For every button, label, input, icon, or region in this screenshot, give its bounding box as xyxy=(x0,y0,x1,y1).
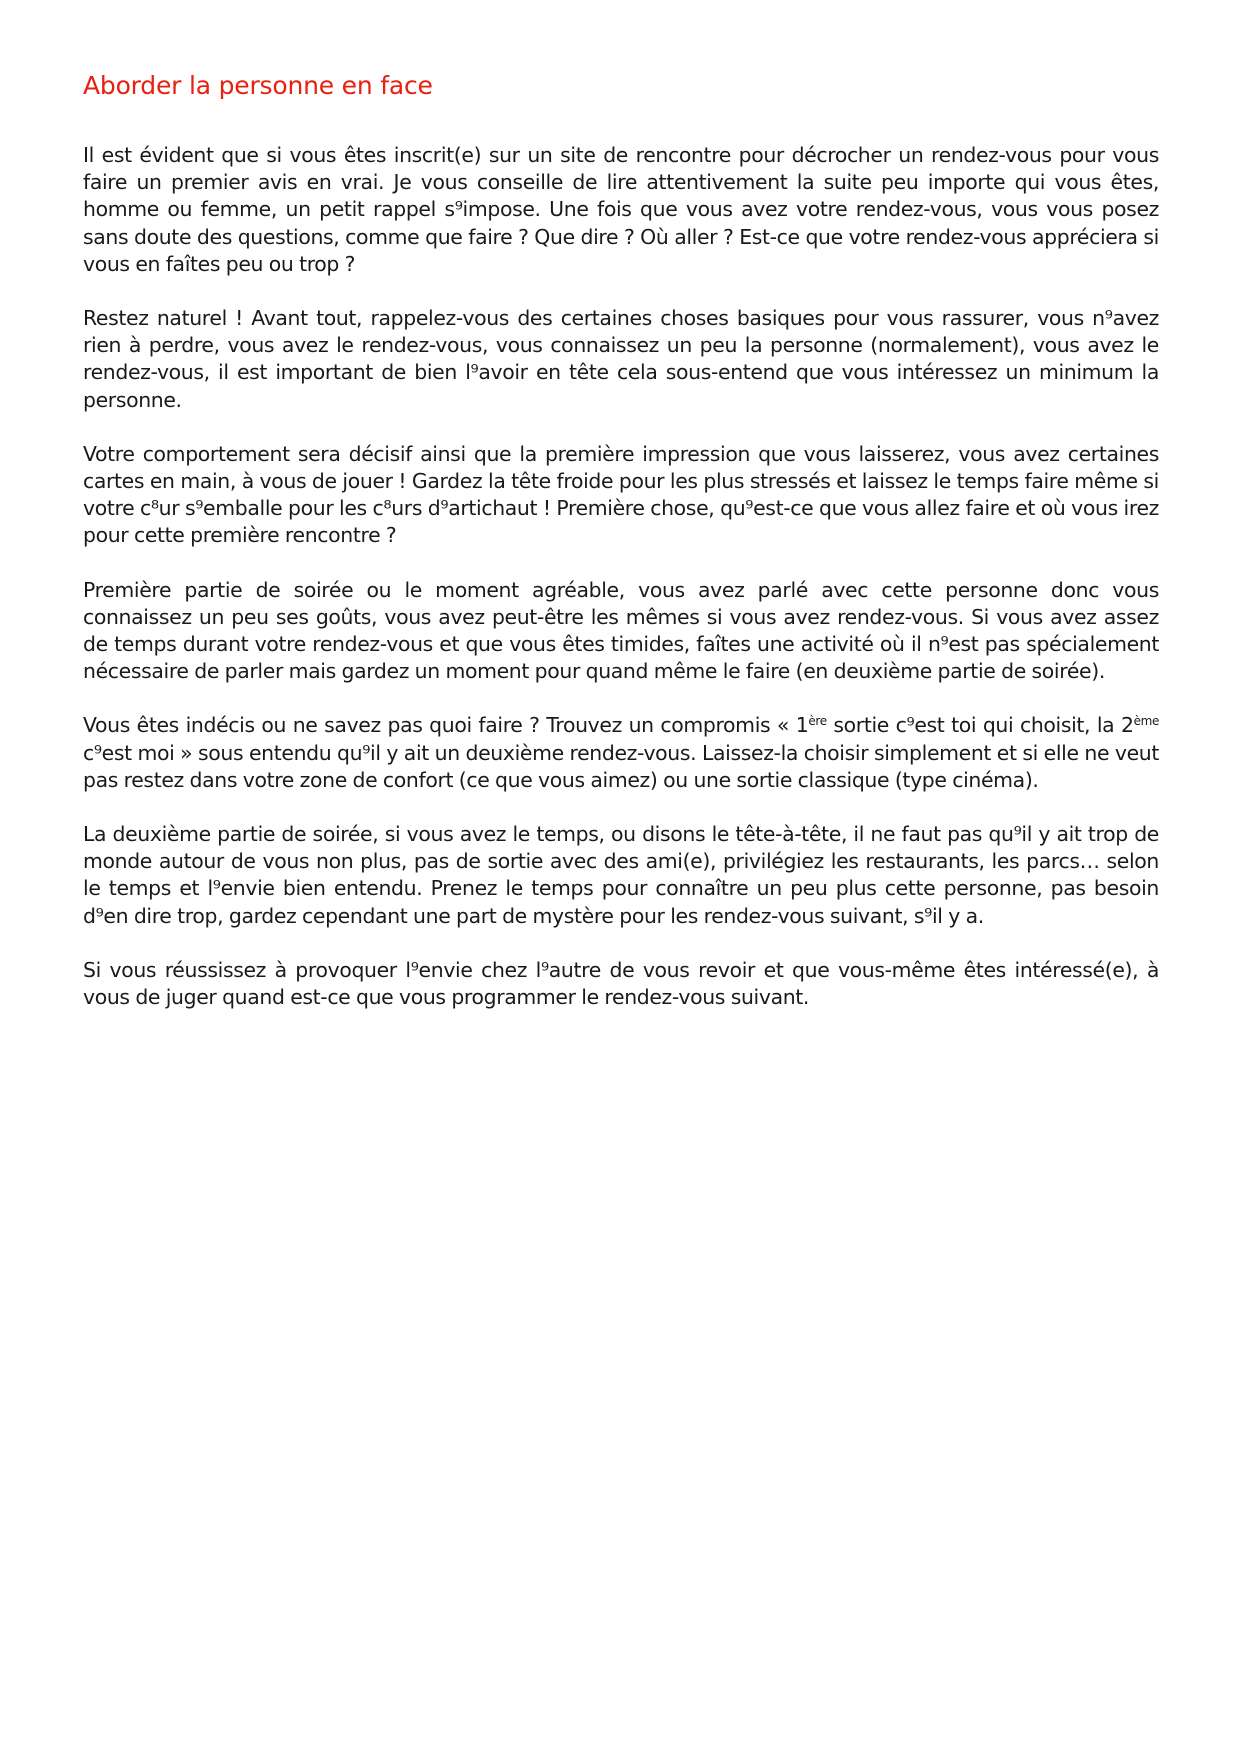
paragraph-comportement: Votre comportement sera décisif ainsi que la première impression que vous laisserez, vous avez certaines cartes en main, à vous de jouer ! Gardez la tête froide pour les plus stressés et laissez le temps faire même si votre c⁸ur s⁹emballe pour les c⁸urs d⁹artichaut ! Première chose, qu⁹est-ce que vous allez faire et où vous irez pour cette première rencontre ? xyxy=(83,441,1159,548)
page-title: Aborder la personne en face xyxy=(83,71,433,100)
superscript-ere: ère xyxy=(808,714,827,729)
paragraph-premiere-partie: Première partie de soirée ou le moment agréable, vous avez parlé avec cette personne donc vous connaissez un peu ses goûts, vous avez peut-être les mêmes si vous avez rendez-vous. Si vous avez assez de temps durant votre rendez-vous et que vous êtes timides, faîtes une activité où il n⁹est pas spécialement nécessaire de parler mais gardez un moment pour quand même le faire (en deuxième partie de soirée). xyxy=(83,577,1159,684)
paragraph-naturel: Restez naturel ! Avant tout, rappelez-vous des certaines choses basiques pour vous rassurer, vous n⁹avez rien à perdre, vous avez le rendez-vous, vous connaissez un peu la personne (normalement), vous avez le rendez-vous, il est important de bien l⁹avoir en tête cela sous-entend que vous intéressez un minimum la personne. xyxy=(83,306,1159,412)
document-page xyxy=(83,70,1159,1038)
paragraph-compromis-text-3: c⁹est moi » sous entendu qu⁹il y ait un deuxième rendez-vous. Laissez-la choisir simplement et si elle ne veut pas restez dans votre zone de confort (ce que vous aimez) ou une sortie classique (type cinéma). xyxy=(83,740,1159,792)
paragraph-intro: Il est évident que si vous êtes inscrit(e) sur un site de rencontre pour décrocher un rendez-vous pour vous faire un premier avis en vrai. Je vous conseille de lire attentivement la suite peu importe qui vous êtes, homme ou femme, un petit rappel s⁹impose. Une fois que vous avez votre rendez-vous, vous vous posez sans doute des questions, comme que faire ? Que dire ? Où aller ? Est-ce que votre rendez-vous appréciera si vous en faîtes peu ou trop ? xyxy=(83,143,1159,276)
paragraph-deuxieme-partie: La deuxième partie de soirée, si vous avez le temps, ou disons le tête-à-tête, il ne faut pas qu⁹il y ait trop de monde autour de vous non plus, pas de sortie avec des ami(e), privilégiez les restaurants, les parcs… selon le temps et l⁹envie bien entendu. Prenez le temps pour connaître un peu plus cette personne, pas besoin d⁹en dire trop, gardez cependant une part de mystère pour les rendez-vous suivant, s⁹il y a. xyxy=(83,822,1159,928)
paragraph-compromis xyxy=(83,712,1159,794)
superscript-eme: ème xyxy=(1133,714,1159,729)
paragraph-conclusion: Si vous réussissez à provoquer l⁹envie chez l⁹autre de vous revoir et que vous-même êtes intéressé(e), à vous de juger quand est-ce que vous programmer le rendez-vous suivant. xyxy=(83,957,1159,1010)
paragraph-compromis-text-2: sortie c⁹est toi qui choisit, la 2 xyxy=(826,713,1134,738)
paragraph-compromis-text-1: Vous êtes indécis ou ne savez pas quoi faire ? Trouvez un compromis « 1 xyxy=(83,713,809,738)
